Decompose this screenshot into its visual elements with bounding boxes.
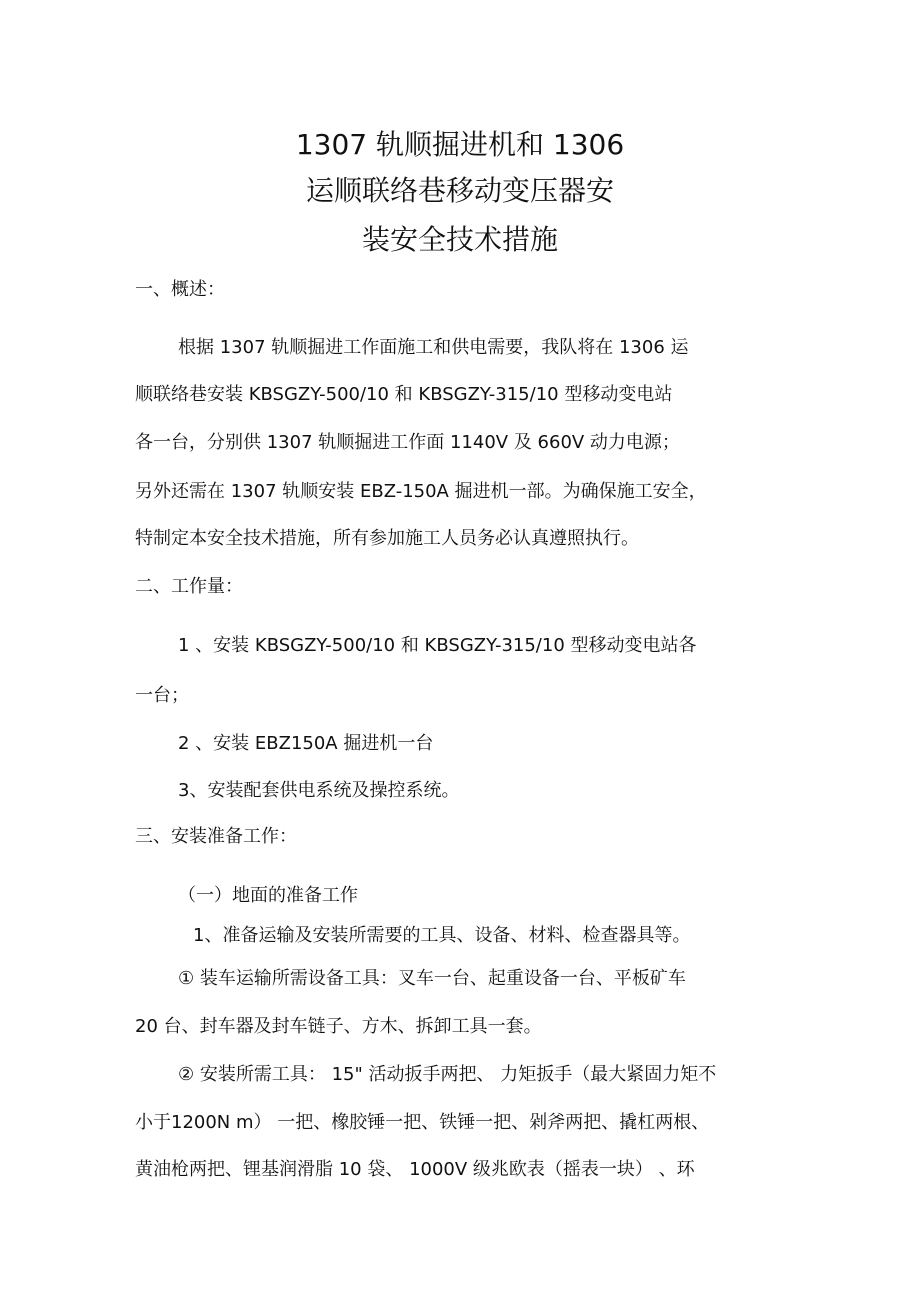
workload-item-2: 2 、安装 EBZ150A 掘进机一台	[178, 733, 434, 754]
document-title-line-3: 装安全技术措施	[361, 223, 558, 256]
preparation-item-1: 1、准备运输及安装所需要的工具、设备、材料、检查器具等。	[193, 925, 691, 946]
preparation-circle-item-2-line: ② 安装所需工具： 15" 活动扳手两把、 力矩扳手（最大紧固力矩不	[178, 1064, 717, 1085]
workload-item-1-line: 1 、安装 KBSGZY-500/10 和 KBSGZY-315/10 型移动变电站各	[178, 635, 697, 656]
document-title-line-2: 运顺联络巷移动变压器安	[305, 174, 614, 207]
preparation-circle-item-1-line: 20 台、封车器及封车链子、方木、拆卸工具一套。	[135, 1016, 542, 1037]
overview-paragraph-line: 各一台，分别供 1307 轨顺掘进工作面 1140V 及 660V 动力电源；	[135, 432, 680, 453]
preparation-subheading-ground: （一）地面的准备工作	[178, 885, 358, 906]
section-heading-preparation: 三、安装准备工作：	[135, 826, 297, 847]
overview-paragraph-line: 根据 1307 轨顺掘进工作面施工和供电需要，我队将在 1306 运	[178, 337, 689, 358]
overview-paragraph-line: 顺联络巷安装 KBSGZY-500/10 和 KBSGZY-315/10 型移动变电站	[135, 384, 673, 405]
preparation-circle-item-2-line: 黄油枪两把、锂基润滑脂 10 袋、 1000V 级兆欧表（摇表一块） 、环	[135, 1159, 695, 1180]
overview-paragraph-line: 特制定本安全技术措施，所有参加施工人员务必认真遵照执行。	[135, 528, 639, 549]
overview-paragraph-line: 另外还需在 1307 轨顺安装 EBZ-150A 掘进机一部。为确保施工安全，	[135, 481, 707, 502]
preparation-circle-item-2-line: 小于1200N m） 一把、橡胶锤一把、铁锤一把、剁斧两把、撬杠两根、	[135, 1112, 710, 1133]
preparation-circle-item-1-line: ① 装车运输所需设备工具：叉车一台、起重设备一台、平板矿车	[178, 968, 686, 989]
document-title-line-1: 1307 轨顺掘进机和 1306	[295, 128, 625, 161]
section-heading-workload: 二、工作量：	[135, 576, 243, 597]
workload-item-3: 3、安装配套供电系统及操控系统。	[178, 780, 460, 801]
workload-item-1-line: 一台；	[135, 685, 189, 706]
section-heading-overview: 一、概述：	[135, 279, 225, 300]
